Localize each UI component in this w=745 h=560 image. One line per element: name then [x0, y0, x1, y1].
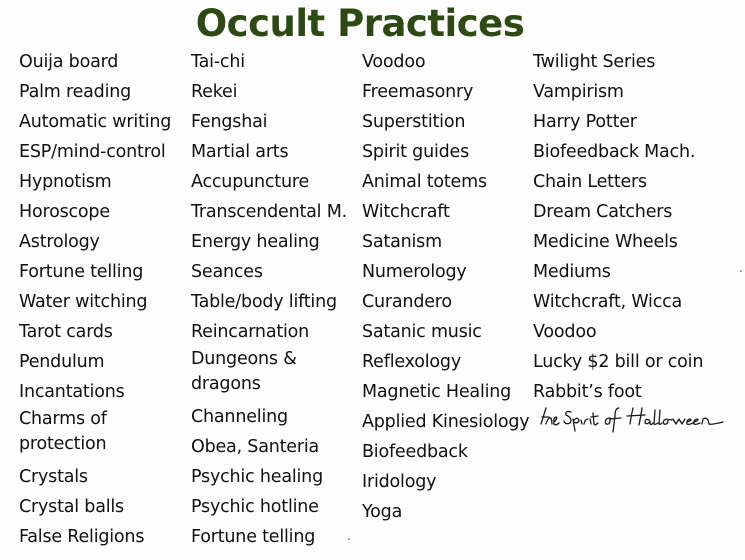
practice-list-item: Incantations — [19, 382, 125, 402]
practice-list-item: Crystals — [19, 467, 88, 487]
practice-list-item: Freemasonry — [362, 82, 474, 102]
practice-list-item: Hypnotism — [19, 172, 112, 192]
practice-list-item: Automatic writing — [19, 112, 172, 132]
practice-list-item: Witchcraft, Wicca — [533, 292, 683, 312]
practice-list-item: Fengshai — [191, 112, 268, 132]
practice-list-item: Tai-chi — [191, 52, 245, 72]
handwritten-note — [537, 404, 727, 434]
practice-list-item: Psychic healing — [191, 467, 323, 487]
practice-list-item: Channeling — [191, 407, 288, 427]
practice-list-item: Pendulum — [19, 352, 105, 372]
practice-list-item: Chain Letters — [533, 172, 647, 192]
practice-list-item: Dungeons & dragons — [191, 349, 297, 394]
practice-list-item: Energy healing — [191, 232, 320, 252]
practice-list-item: Witchcraft — [362, 202, 450, 222]
practice-list-item: Table/body lifting — [191, 292, 337, 312]
practice-list-item: Yoga — [362, 502, 403, 522]
practice-list-item: Biofeedback Mach. — [533, 142, 696, 162]
practice-list-item: Magnetic Healing — [362, 382, 512, 402]
practice-list-item: ESP/mind-control — [19, 142, 166, 162]
practice-list-item: Mediums — [533, 262, 611, 282]
practice-list-item: Horoscope — [19, 202, 110, 222]
practice-list-item: False Religions — [19, 527, 145, 547]
practice-list-item: Voodoo — [362, 52, 426, 72]
scan-speck — [740, 270, 742, 272]
practice-list-item: Accupuncture — [191, 172, 310, 192]
practice-list-item: Applied Kinesiology — [362, 412, 530, 432]
practice-list-item: Twilight Series — [533, 52, 656, 72]
practice-list-column-4 — [533, 47, 738, 407]
practice-list-item: Satanic music — [362, 322, 482, 342]
practice-list-item: Spirit guides — [362, 142, 470, 162]
practice-list-item: Superstition — [362, 112, 466, 132]
practice-list-item: Harry Potter — [533, 112, 637, 132]
practice-list-item: Satanism — [362, 232, 442, 252]
practice-list-item: Ouija board — [19, 52, 119, 72]
practice-list-item: Numerology — [362, 262, 467, 282]
practice-list-item: Fortune telling — [191, 527, 316, 547]
practice-list-item: Astrology — [19, 232, 100, 252]
practice-list-column-2 — [191, 47, 357, 552]
practice-list-item: Water witching — [19, 292, 148, 312]
practice-list-item: Dream Catchers — [533, 202, 673, 222]
practice-list-item: Fortune telling — [19, 262, 144, 282]
practice-list-item: Palm reading — [19, 82, 132, 102]
practice-list-item: Animal totems — [362, 172, 487, 192]
practice-list-item: Vampirism — [533, 82, 624, 102]
page-title: Occult Practices — [195, 2, 525, 45]
practice-list-item: Charms of protection — [19, 409, 107, 454]
practice-list-item: Rabbit’s foot — [533, 382, 642, 402]
practice-list-item: Tarot cards — [19, 322, 113, 342]
practice-list-item: Obea, Santeria — [191, 437, 320, 457]
practice-list-item: Crystal balls — [19, 497, 124, 517]
practice-list-column-1 — [19, 47, 185, 552]
practice-list-item: Rekei — [191, 82, 238, 102]
practice-list-item: Transcendental M. — [191, 202, 347, 222]
practice-list-item: Lucky $2 bill or coin — [533, 352, 704, 372]
practice-list-item: Seances — [191, 262, 263, 282]
practice-list-item: Iridology — [362, 472, 437, 492]
practice-list-item: Voodoo — [533, 322, 597, 342]
practice-list-column-3 — [362, 47, 528, 527]
practice-list-item: Reincarnation — [191, 322, 310, 342]
practice-list-item: Biofeedback — [362, 442, 468, 462]
practice-list-item: Medicine Wheels — [533, 232, 678, 252]
practice-list-item: Reflexology — [362, 352, 461, 372]
scan-speck — [348, 538, 350, 540]
practice-list-item: Martial arts — [191, 142, 289, 162]
practice-list-item: Curandero — [362, 292, 452, 312]
practice-list-item: Psychic hotline — [191, 497, 319, 517]
